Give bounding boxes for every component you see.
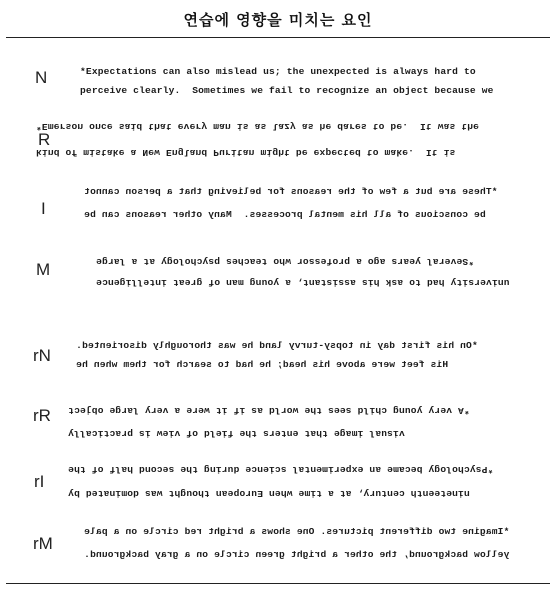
section-label-rm: rM [33,534,53,553]
text-line: *A very young child sees the world as if it were a very large object [68,405,470,416]
text-line: be conscious of all his mental processes. Many other reasons can be [84,209,486,220]
text-line: *Several years ago a professor who teaches psychology at a large [96,256,475,267]
section-label-n: N [35,68,48,87]
text-line: *Expectations can also mislead us; the unexpected is always hard to [80,66,476,77]
text-line: nineteenth century, at a time when European thought was dominated by [68,488,470,499]
text-line: yellow background, the other a bright green circle on a gray background. [84,549,510,560]
text-line: *These are but a few of the reasons for believing that a person cannot [84,186,498,197]
text-line: university had to ask his assistant, a young man of great intelligence [96,277,510,288]
text-line: His feet were above his head; he had to search for them when he [76,359,449,370]
section-label-rr: rR [33,406,51,425]
page-title: 연습에 영향을 미치는 요인 [183,11,373,29]
section-label-r: R [38,130,51,149]
top-divider [6,37,550,38]
text-line: visual image that enters the field of view is practically [68,428,405,439]
text-line: perceive clearly. Sometimes we fail to recognize an object because we [80,85,494,96]
section-label-i: I [41,199,46,218]
section-label-m: M [36,260,51,279]
text-line: *On his first day in topsy-turvy land he was thoroughly disoriented. [76,340,478,351]
section-label-rn: rN [33,346,51,365]
text-line: kind of mistake a New England Puritan might be expected to make. It is [36,147,456,158]
text-line: *Imagine two different pictures. One shows a bright red circle on a pale [84,526,510,537]
text-line: *Emerson once said that every man is as lazy as he dares to be. It was the [36,121,480,132]
bottom-divider [6,583,550,584]
section-label-ri: rI [34,472,45,491]
text-line: *Psychology became an experimental science during the second half of the [68,464,494,475]
